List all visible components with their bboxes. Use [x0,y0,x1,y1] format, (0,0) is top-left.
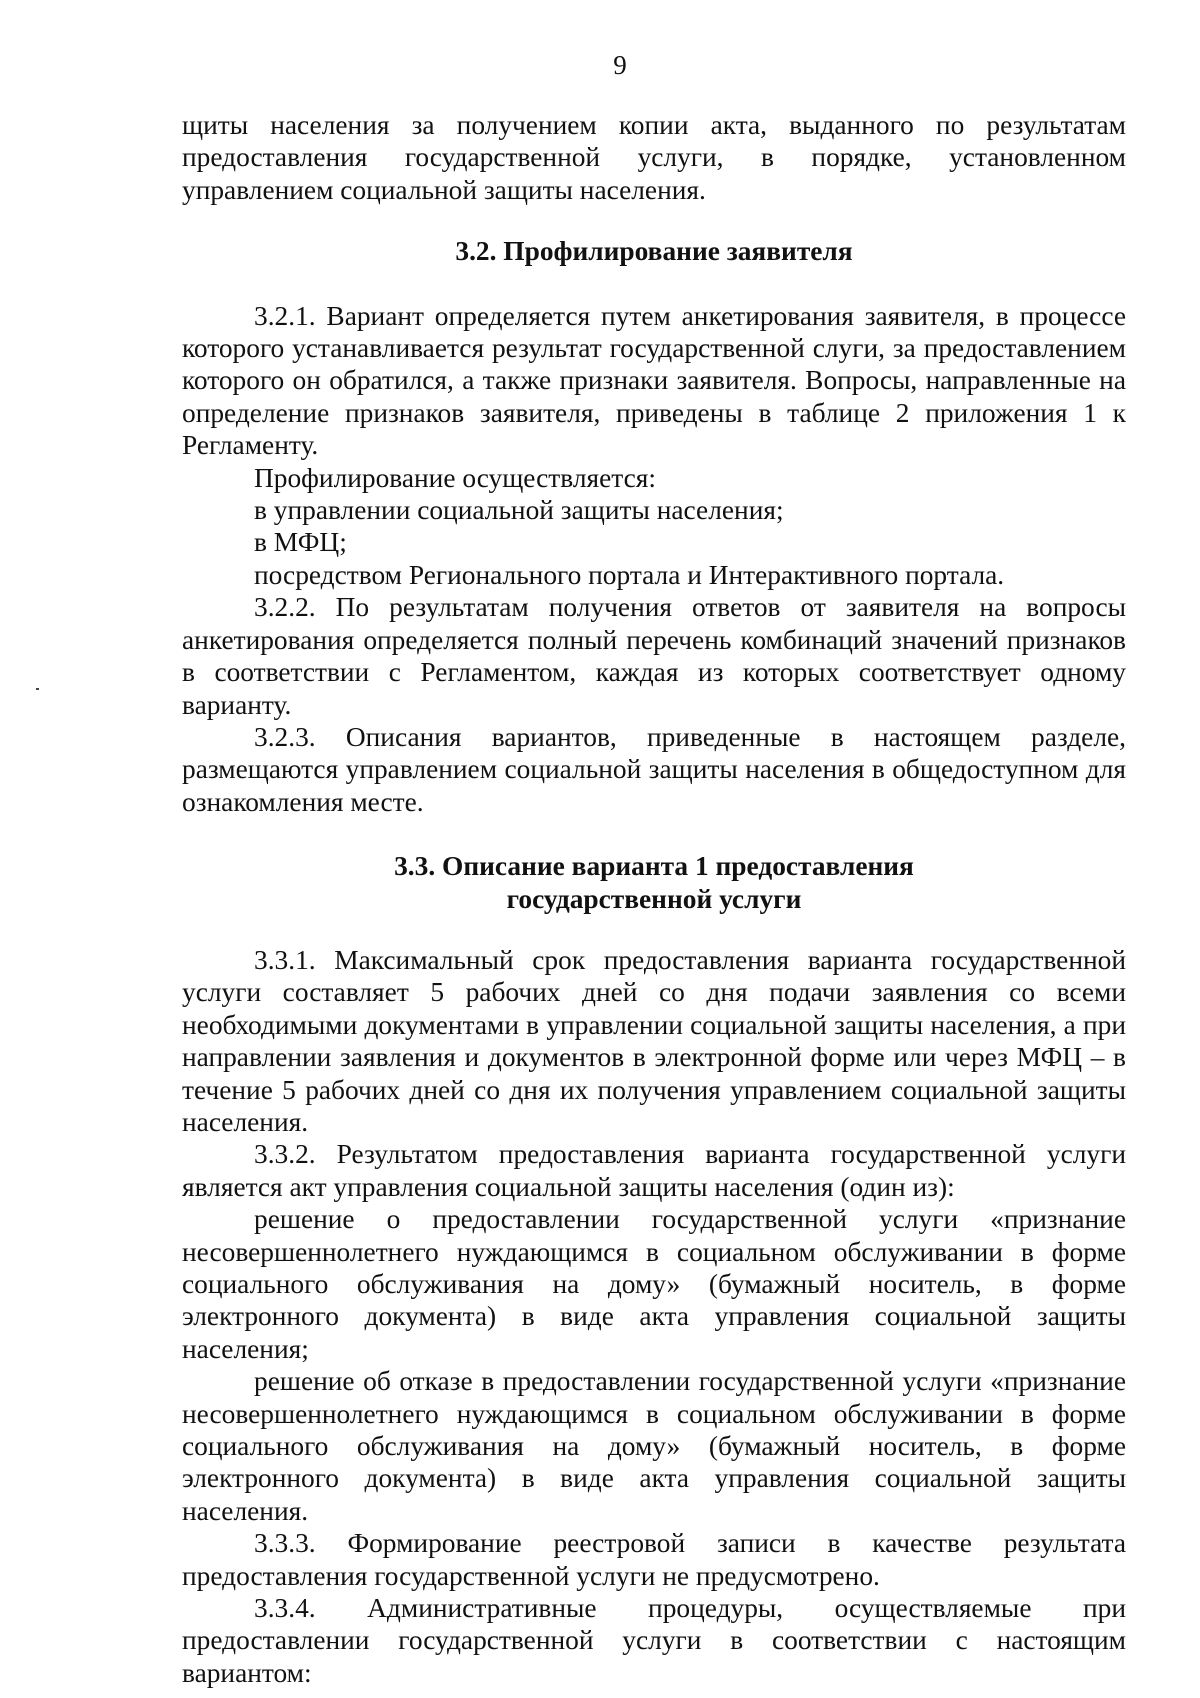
paragraph-decision-refusal: решение об отказе в предоставлении государственной услуги «признание несовершеннолетнего нуждающимся в социальном обслуживании в форме социального обслуживания на дому» (бумажный носитель, в форме электронного документа) в виде акта управления социальной защиты населения. [182,1366,1126,1526]
paragraph-profiling-intro: Профилирование осуществляется: [254,462,656,493]
margin-mark [36,688,39,690]
section-heading-3-3-line2: государственной услуги [506,883,802,914]
page-number: 9 [613,50,627,80]
paragraph-3-3-4: 3.3.4. Административные процедуры, осуществляемые при предоставлении государственной услуги в соответствии с настоящим вариантом: [182,1593,1126,1688]
paragraph-3-2-2: 3.2.2. По результатам получения ответов от заявителя на вопросы анкетирования определяется полный перечень комбинаций значений признаков в соответствии с Регламентом, каждая из которых соответствует одному варианту. [182,592,1126,720]
list-item-portals: посредством Регионального портала и Интерактивного портала. [254,559,1005,590]
section-heading-3-3 [182,850,1126,915]
paragraph-3-2-1: 3.2.1. Вариант определяется путем анкетирования заявителя, в процессе которого устанавливается результат государственной слуги, за предоставлением которого он обратился, а также признаки заявителя. Вопросы, направленные на определение признаков заявителя, приведены в таблице 2 приложения 1 к Регламенту. [182,300,1126,461]
paragraph-3-2-3: 3.2.3. Описания вариантов, приведенные в настоящем разделе, размещаются управлением социальной защиты населения в общедоступном для ознакомления месте. [182,721,1126,817]
paragraph-3-3-1: 3.3.1. Максимальный срок предоставления варианта государственной услуги составляет 5 рабочих дней со дня подачи заявления со всеми необходимыми документами в управлении социальной защиты населения, а при направлении заявления и документов в электронной форме или через МФЦ – в течение 5 рабочих дней со дня их получения управлением социальной защиты населения. [182,944,1126,1137]
paragraph-continuation: щиты населения за получением копии акта, выданного по результатам предоставления государственной услуги, в порядке, установленном управлением социальной защиты населения. [182,110,1126,205]
section-heading-3-2: 3.2. Профилирование заявителя [455,236,853,267]
section-heading-3-3-line1: 3.3. Описание варианта 1 предоставления [394,851,914,882]
list-item-mfc: в МФЦ; [254,527,347,558]
paragraph-3-3-2: 3.3.2. Результатом предоставления варианта государственной услуги является акт управления социальной защиты населения (один из): [182,1139,1126,1202]
list-item-social-protection: в управлении социальной защиты населения; [254,495,784,526]
paragraph-3-3-3: 3.3.3. Формирование реестровой записи в качестве результата предоставления государственной услуги не предусмотрено. [182,1528,1126,1591]
document-body [182,109,1126,1689]
paragraph-decision-grant: решение о предоставлении государственной услуги «признание несовершеннолетнего нуждающимся в социальном обслуживании в форме социального обслуживания на дому» (бумажный носитель, в форме электронного документа) в виде акта управления социальной защиты населения; [182,1204,1126,1364]
